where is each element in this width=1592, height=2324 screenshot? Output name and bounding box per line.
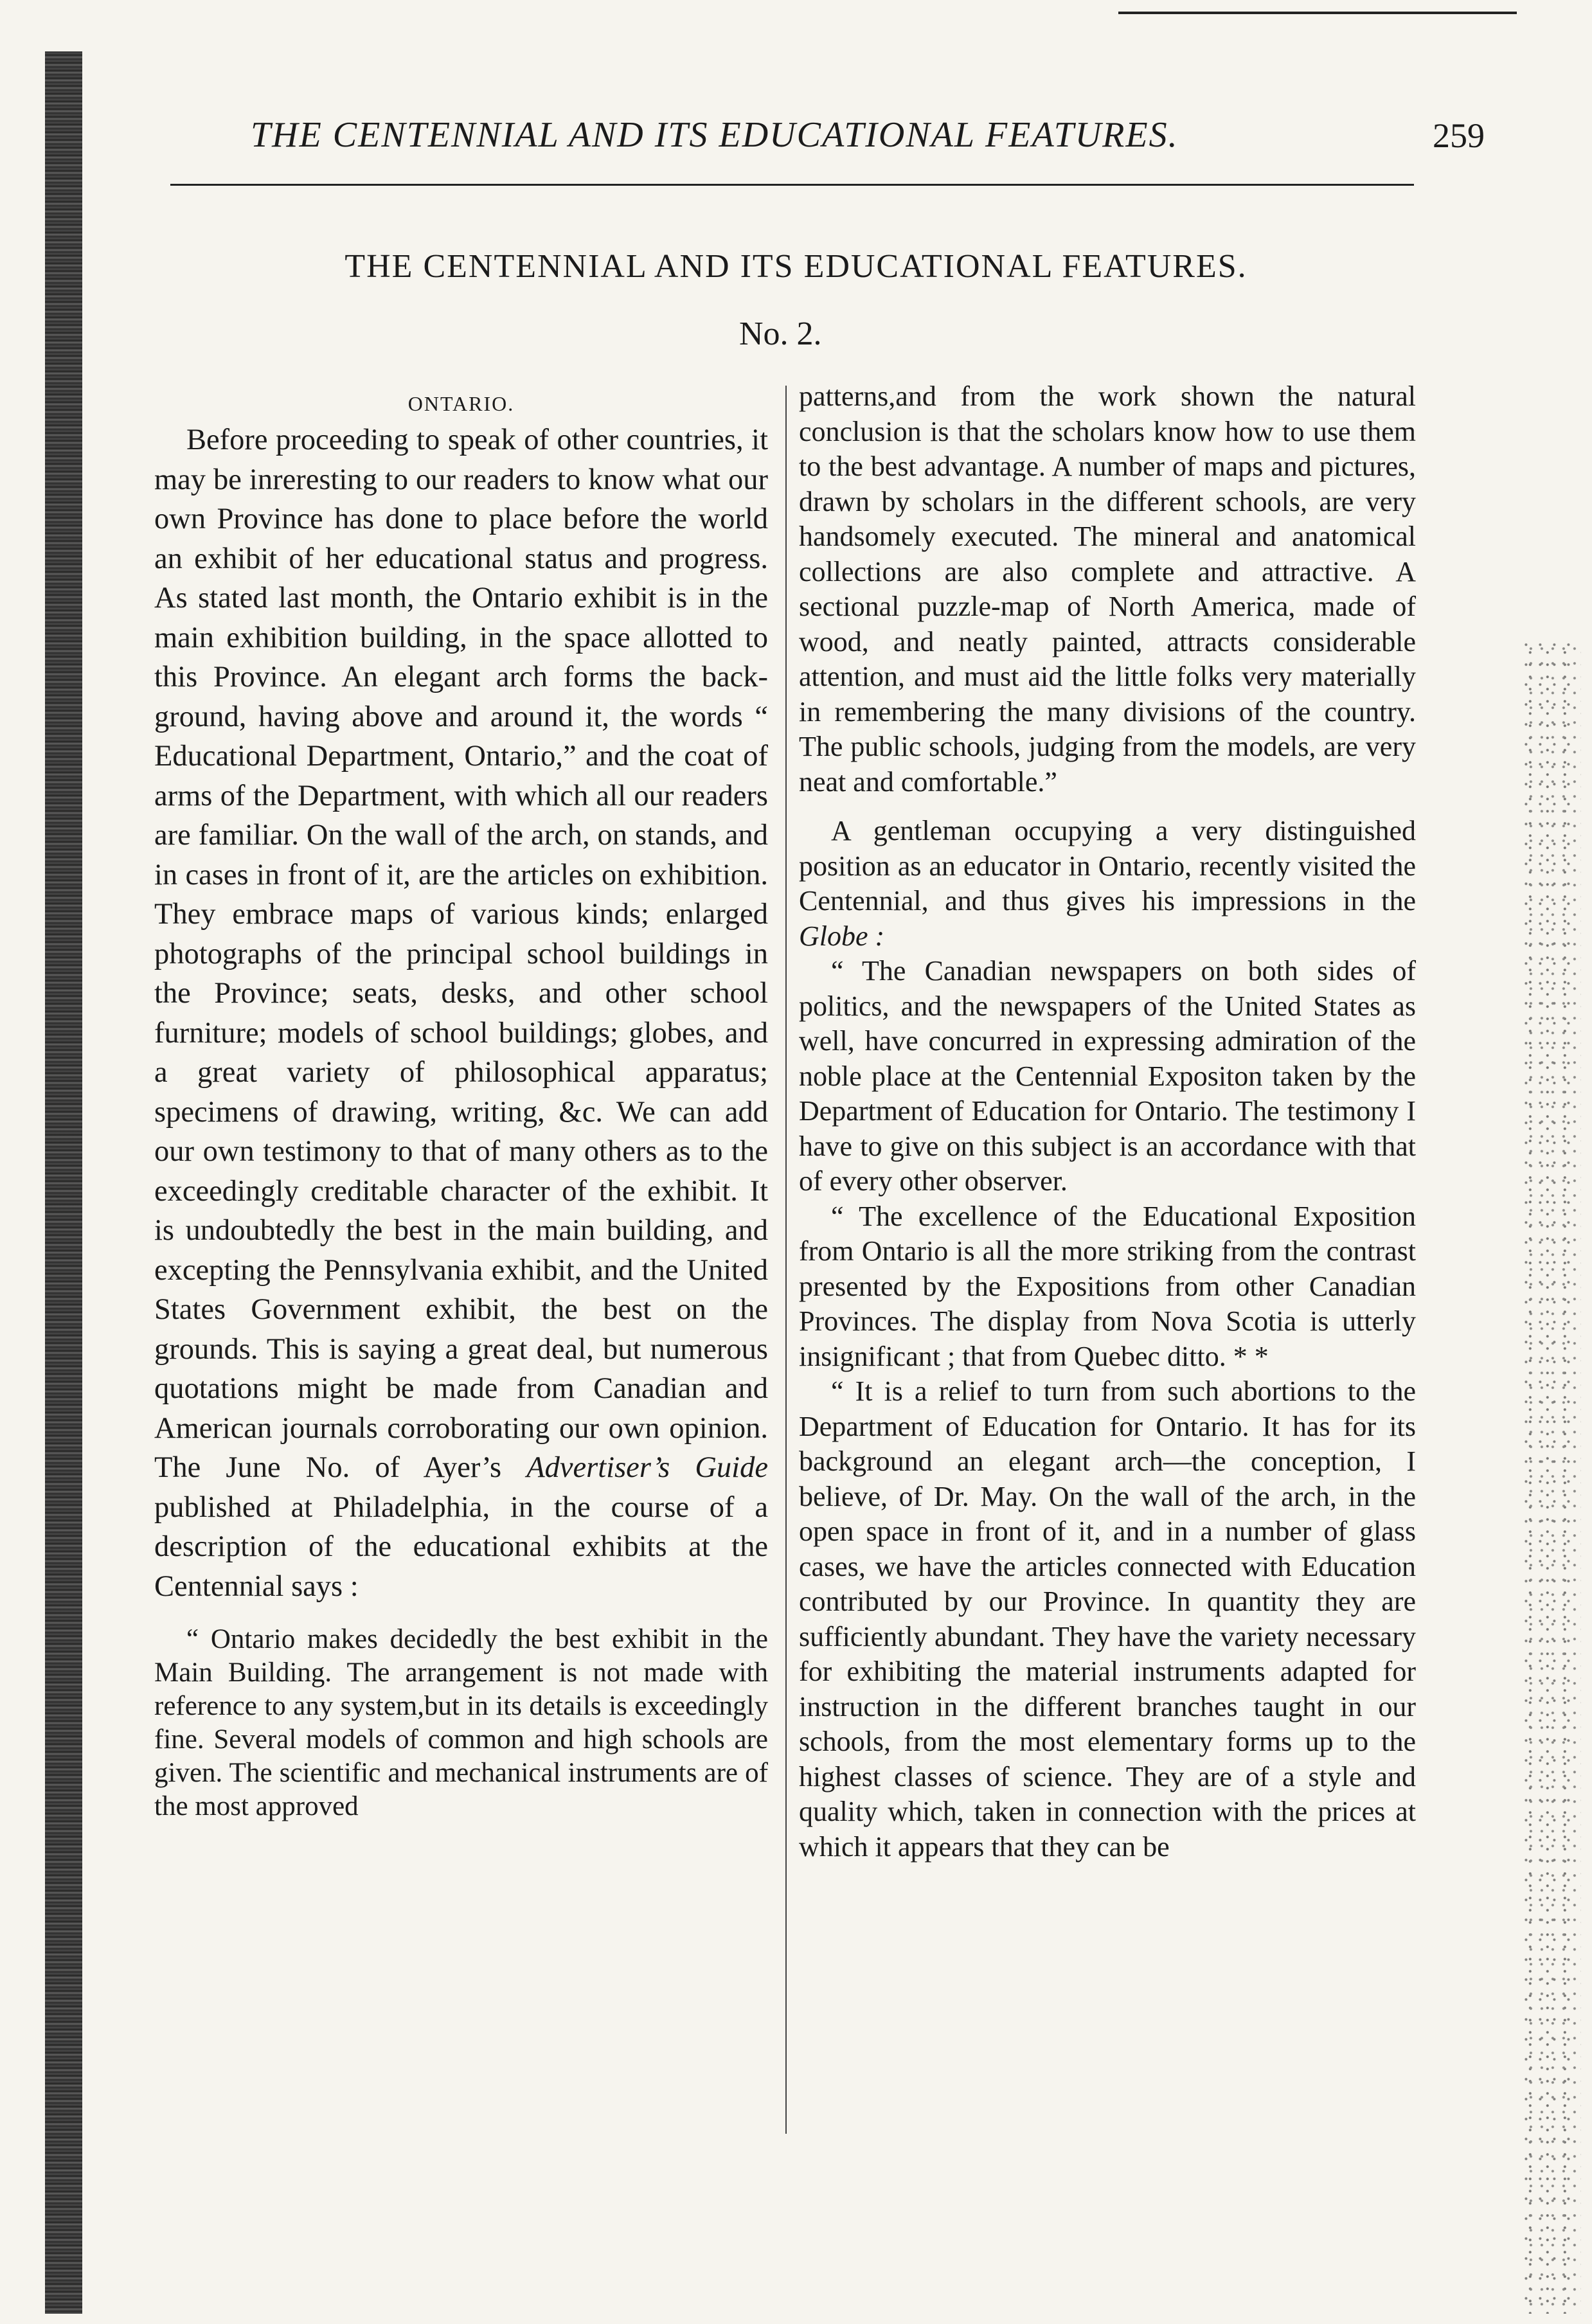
left-column — [154, 379, 768, 1823]
top-rule — [1118, 12, 1517, 14]
binding-edge — [45, 51, 82, 2314]
article-number: No. 2. — [739, 316, 822, 352]
section-heading: ONTARIO. — [407, 392, 515, 415]
paragraph — [154, 420, 768, 1606]
paragraph-text: Before proceeding to speak of other countries, it may be inreresting to our readers to know what our own Province has done to place before the world an exhibit of her educational status and progress. As stated last month, the Ontario exhibit is in the main exhibition building, in the space allotted to this Province. An elegant arch forms the back-ground, having above and around it, the words “ Educational Department, Ontario,” and the coat of arms of the Department, with which all our readers are familiar. On the wall of the arch, on stands, and in cases in front of it, are the articles on exhibition. They embrace maps of various kinds; enlarged photographs of the principal school buildings in the Province; seats, desks, and other school furniture; models of school buildings; globes, and a great variety of philosophical apparatus; specimens of drawing, writing, &c. We can add our own testimony to that of many others as to the exceedingly creditable character of the exhibit. It is undoubtedly the best in the main building, and excepting the Pennsylvania exhibit, and the United States Government exhibit, the best on the grounds. This is saying a great deal, but numerous quotations might be made from Canadian and American journals corroborating our own opinion. The June No. of Ayer’s — [154, 424, 768, 1484]
quote-continuation: patterns,and from the work shown the natural conclusion is that the scholars know how to use them to the best advantage. A number of maps and pictures, drawn by scholars in the different schools, are very handsomely executed. The mineral and anatomical collections are also complete and attractive. A sectional puzzle-map of North America, made of wood, and neatly painted, attracts considerable attention, and must aid the little folks very materially in remembering the many divisions of the country. The public schools, judging from the models, are very neat and comfortable.” — [799, 380, 1416, 798]
right-column — [799, 379, 1416, 1864]
head-rule — [170, 184, 1414, 186]
quote-paragraph: “ The excellence of the Educational Exposition from Ontario is all the more striking from the contrast presented by the Expositions from other Canadian Provinces. The display from Nova Scotia is utterly insignificant ; that from Quebec ditto. * * — [799, 1200, 1416, 1372]
running-title: THE CENTENNIAL AND ITS EDUCATIONAL FEATURES. — [251, 115, 1179, 155]
paragraph — [799, 814, 1416, 954]
italic-title: Globe : — [799, 920, 885, 952]
article-title: THE CENTENNIAL AND ITS EDUCATIONAL FEATURES. — [344, 248, 1248, 285]
running-head — [167, 114, 1485, 172]
column-divider — [785, 386, 787, 2134]
italic-title: Advertiser’s Guide — [526, 1451, 768, 1484]
quote-paragraph: “ The Canadian newspapers on both sides of politics, and the newspapers of the United States as well, have concurred in expressing admiration of the noble place at the Centennial Expositon taken by the Department of Education for Ontario. The testimony I have to give on this subject is an accordance with that of every other observer. — [799, 955, 1416, 1197]
paragraph-text: published at Philadelphia, in the course of a description of the educational exhibits at the Centennial says : — [154, 1490, 768, 1603]
quote-paragraph: “ It is a relief to turn from such abortions to the Department of Education for Ontario. It has for its background an elegant arch—the conception, I believe, of Dr. May. On the wall of the arch, in the open space in front of it, and in a number of glass cases, we have the articles connected with Education contributed by our Province. In quantity they are sufficiently abundant. They have the variety necessary for exhibiting the material instruments adapted for instruction in the different branches taught in our schools, from the most elementary forms up to the highest classes of science. They are of a style and quality which, taken in connection with the prices at which it appears that they can be — [799, 1375, 1416, 1863]
page-number: 259 — [1433, 116, 1485, 155]
scan-noise — [1523, 643, 1581, 2314]
paragraph-text: A gentleman occupying a very distinguished position as an educator in Ontario, recently visited the Centennial, and thus gives his impressions in the — [799, 815, 1416, 916]
quote-paragraph: “ Ontario makes decidedly the best exhibit in the Main Building. The arrangement is not made with reference to any system,but in its details is exceedingly fine. Several models of common and high schools are given. The scientific and mechanical instruments are of the most approved — [154, 1624, 768, 1821]
